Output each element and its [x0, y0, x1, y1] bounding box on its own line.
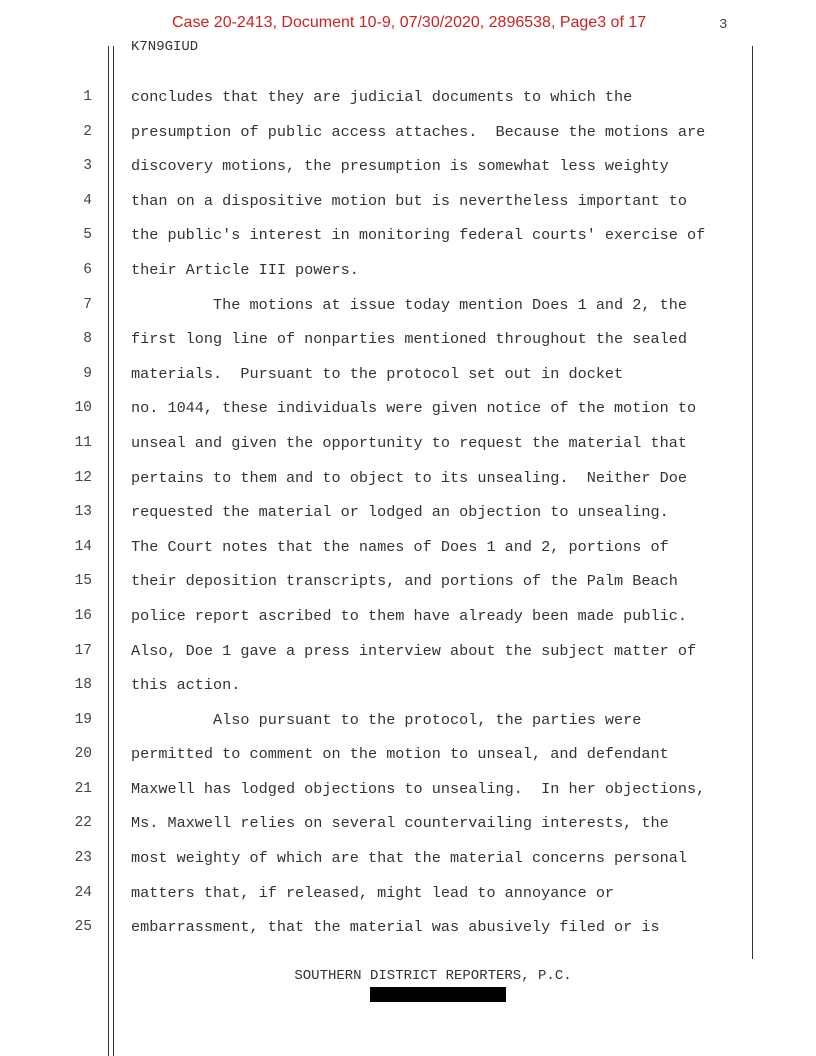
transcript-body [131, 80, 751, 945]
line-number: 12 [74, 469, 92, 486]
line-numbers [60, 80, 92, 945]
line-number: 11 [74, 434, 92, 451]
transcript-line: matters that, if released, might lead to annoyance or [131, 883, 615, 902]
transcript-line: The Court notes that the names of Does 1 and 2, portions of [131, 537, 669, 556]
line-number: 15 [74, 573, 92, 590]
transcript-line: first long line of nonparties mentioned throughout the sealed [131, 330, 687, 349]
transcript-line: Maxwell has lodged objections to unsealing. In her objections, [131, 779, 706, 798]
transcript-line: Also pursuant to the protocol, the parties were [131, 710, 642, 729]
transcript-line: unseal and given the opportunity to request the material that [131, 433, 687, 452]
case-stamp: Case 20-2413, Document 10-9, 07/30/2020, 2896538, Page3 of 17 [172, 14, 647, 31]
document-id: K7N9GIUD [131, 39, 199, 55]
transcript-line: discovery motions, the presumption is somewhat less weighty [131, 157, 669, 176]
left-margin-rule-inner [113, 46, 114, 1056]
line-number: 2 [83, 123, 92, 140]
transcript-line: police report ascribed to them have already been made public. [131, 606, 687, 625]
transcript-line: materials. Pursuant to the protocol set out in docket [131, 364, 624, 383]
transcript-line: presumption of public access attaches. Because the motions are [131, 122, 706, 141]
line-number: 10 [74, 400, 92, 417]
line-number: 13 [74, 504, 92, 521]
transcript-line: Ms. Maxwell relies on several countervailing interests, the [131, 814, 669, 833]
transcript-line: this action. [131, 676, 241, 695]
line-number: 21 [74, 780, 92, 797]
line-number: 22 [74, 815, 92, 832]
line-number: 17 [74, 642, 92, 659]
transcript-line: the public's interest in monitoring federal courts' exercise of [131, 226, 706, 245]
transcript-line: concludes that they are judicial documents to which the [131, 88, 633, 106]
line-number: 16 [74, 607, 92, 624]
transcript-line: than on a dispositive motion but is nevertheless important to [131, 191, 687, 210]
left-margin-rule-outer [108, 46, 109, 1056]
transcript-line: embarrassment, that the material was abusively filed or is [131, 918, 660, 937]
line-number: 1 [83, 89, 92, 105]
right-margin-rule [752, 46, 753, 959]
line-number: 7 [83, 296, 92, 313]
line-number: 18 [74, 677, 92, 694]
line-number: 6 [83, 261, 92, 278]
transcript-line: their deposition transcripts, and portions of the Palm Beach [131, 572, 678, 591]
line-number: 20 [74, 746, 92, 763]
transcript-line: their Article III powers. [131, 260, 359, 279]
transcript-line: most weighty of which are that the material concerns personal [131, 849, 687, 868]
line-number: 9 [83, 365, 92, 382]
line-number: 3 [83, 158, 92, 175]
line-number: 25 [74, 919, 92, 936]
transcript-line: permitted to comment on the motion to unseal, and defendant [131, 745, 669, 764]
transcript-line: The motions at issue today mention Does 1 and 2, the [131, 295, 687, 314]
transcript-line: no. 1044, these individuals were given notice of the motion to [131, 399, 697, 418]
line-number: 19 [74, 711, 92, 728]
line-number: 8 [83, 331, 92, 348]
line-number: 4 [83, 192, 92, 209]
line-number: 23 [74, 850, 92, 867]
page-number: 3 [719, 17, 728, 33]
redaction-bar [370, 987, 506, 1002]
line-number: 24 [74, 884, 92, 901]
line-number: 5 [83, 227, 92, 244]
line-number: 14 [74, 538, 92, 555]
transcript-line: Also, Doe 1 gave a press interview about the subject matter of [131, 641, 697, 660]
footer-reporter: SOUTHERN DISTRICT REPORTERS, P.C. [294, 968, 572, 984]
transcript-line: requested the material or lodged an objection to unsealing. [131, 503, 669, 522]
transcript-line: pertains to them and to object to its unsealing. Neither Doe [131, 468, 687, 487]
